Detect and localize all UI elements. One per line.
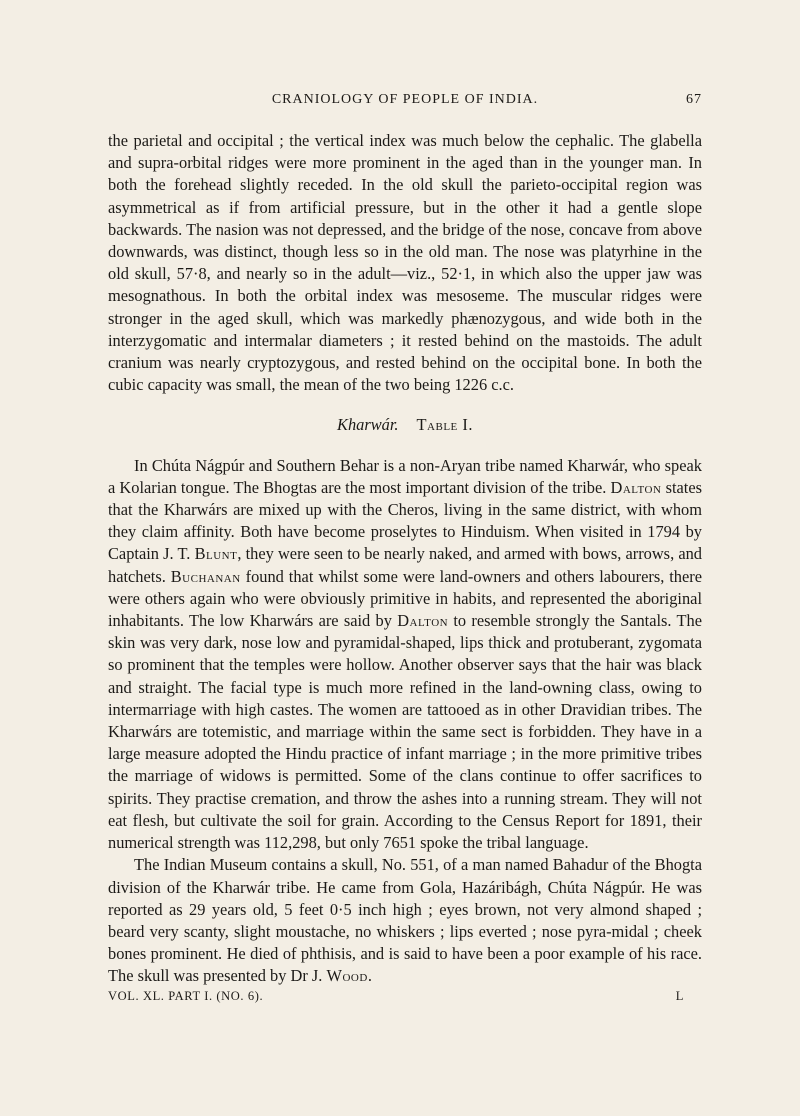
author-name-dalton: Dalton bbox=[610, 477, 662, 497]
book-page bbox=[108, 92, 702, 1007]
signature-mark: L bbox=[675, 988, 684, 1003]
text-run: found that whilst some were land-owners and others labourers, there were others again who were obviously primitive in habits, and represented the aboriginal inhabitants. The low Kharwárs are said by bbox=[108, 566, 702, 631]
paragraph-museum-skull bbox=[108, 854, 702, 987]
section-heading bbox=[108, 414, 702, 436]
running-head-title: CRANIOLOGY OF PEOPLE OF INDIA. bbox=[271, 92, 539, 107]
running-head bbox=[108, 92, 702, 116]
text-run: , they were seen to be nearly naked, and armed with bows, arrows, and hatchets. bbox=[108, 544, 702, 586]
text-run: states that the Kharwárs are mixed up with the Cheros, living in the same district, with whom they claim affinity. Both have become proselytes to Hinduism. When visited in 1794 by Captain J. T. bbox=[108, 477, 703, 564]
body-text bbox=[108, 130, 702, 988]
author-name-blunt: Blunt bbox=[194, 544, 238, 564]
page-number: 67 bbox=[686, 92, 702, 107]
text-run: to resemble strongly the Santals. The skin was very dark, nose low and pyramidal-shaped, lips thick and protuberant, zygomata so prominent that the temples were hollow. Another observer says that the hair was black and straight. The facial type is much more refined in the land-owning class, owing to intermarriage with high castes. The women are tattooed as in other Dravidian tribes. The Kharwárs are totemistic, and marriage within the same sect is forbidden. They have in a large measure adopted the Hindu practice of infant marriage ; in the more primitive tribes the marriage of widows is permitted. Some of the clans continue to offer sacrifices to spirits. They practise cremation, and throw the ashes into a running stream. They will not eat flesh, but cultivate the soil for grain. According to the Census Report for 1891, their numerical strength was 112,298, but only 7651 spoke the tribal language. bbox=[108, 611, 702, 853]
author-name-buchanan: Buchanan bbox=[170, 566, 241, 586]
volume-line: VOL. XL. PART I. (NO. 6). bbox=[108, 988, 264, 1003]
section-heading-table: Table I. bbox=[416, 415, 473, 435]
paragraph-kharwar-tribe bbox=[108, 455, 702, 855]
page-footer bbox=[108, 989, 702, 1007]
section-heading-tribe: Kharwár. bbox=[337, 415, 399, 435]
paragraph-skull-description: the parietal and occipital ; the vertical index was much below the cephalic. The glabella and supra-orbital ridges were more prominent in the aged than in the younger man. In both the forehead slightly receded. In the old skull the parieto-occipital region was asymmetrical as if from artificial pressure, but in the other it had a gentle slope backwards. The nasion was not depressed, and the bridge of the nose, concave from above downwards, was distinct, though less so in the old man. The nose was platyrhine in the old skull, 57·8, and nearly so in the adult—viz., 52·1, in which also the upper jaw was mesognathous. In both the orbital index was mesoseme. The muscular ridges were stronger in the aged skull, which was markedly phænozygous, and wide both in the interzygomatic and intermalar diameters ; it rested behind on the mastoids. The adult cranium was nearly cryptozygous, and rested behind on the occipital bone. In both the cubic capacity was small, the mean of the two being 1226 c.c. bbox=[108, 131, 702, 395]
author-name-dalton: Dalton bbox=[397, 611, 449, 631]
text-run: The Indian Museum contains a skull, No. 551, of a man named Bahadur of the Bhogta division of the Kharwár tribe. He came from Gola, Hazáribágh, Chúta Nágpúr. He was reported as 29 years old, 5 feet 0·5 inch high ; eyes brown, not very almond shaped ; beard very scanty, slight moustache, no whiskers ; lips everted ; nose pyra-midal ; cheek bones prominent. He died of phthisis, and is said to have been a poor example of his race. The skull was presented by Dr J. bbox=[108, 855, 702, 986]
text-run: . bbox=[367, 966, 372, 986]
author-name-wood: Wood bbox=[326, 966, 368, 986]
text-run: In Chúta Nágpúr and Southern Behar is a non-Aryan tribe named Kharwár, who speak a Kolarian tongue. The Bhogtas are the most important division of the tribe. bbox=[108, 455, 702, 497]
